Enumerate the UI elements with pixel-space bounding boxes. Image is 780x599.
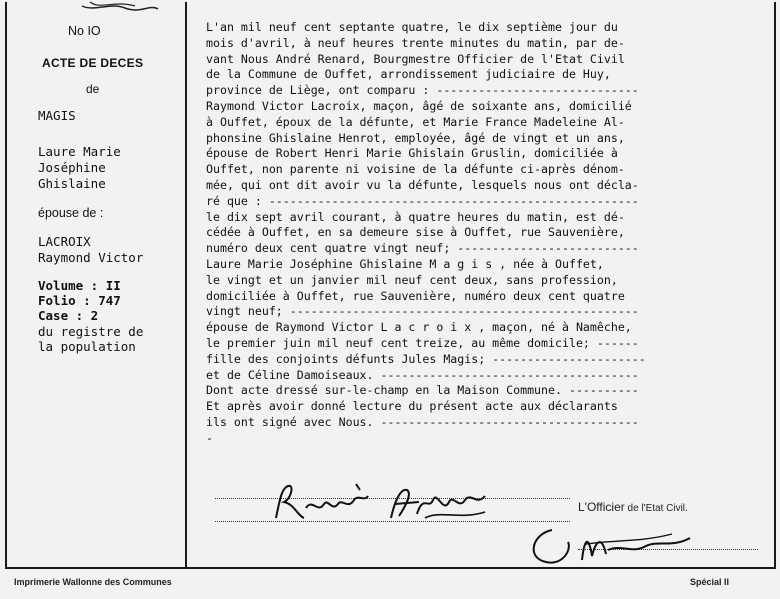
registre-line-2: la population [38,339,136,354]
deceased-given-2: Joséphine [38,160,106,175]
act-number: No IO [68,24,101,38]
act-title: ACTE DE DECES [42,56,144,70]
signature-officer [522,520,702,570]
officer-label-main: L'Officier [578,500,625,514]
form-code: Spécial II [690,577,730,587]
body-line: le premier juin mil neuf cent treize, au même domicile; ------ [206,335,639,350]
body-line: vingt neuf; -------------------------------------------------- [206,304,639,319]
body-line: ils ont signé avec Nous. ------------------------------------- [206,414,639,429]
body-line: cédée à Ouffet, en sa demeure sise à Ouffet, rue Sauvenière, [206,225,625,240]
body-line: de la Commune de Ouffet, arrondissement judiciaire de Huy, [206,67,611,82]
folio: Folio : 747 [38,293,121,308]
body-line: vant Nous André Renard, Bourgmestre Officier de l'Etat Civil [206,51,625,66]
body-line: Laure Marie Joséphine Ghislaine M a g i s , née à Ouffet, [206,256,604,271]
body-line: - [206,430,213,445]
body-line: province de Liège, ont comparu : ----------------------------- [206,83,639,98]
body-line: le vingt et un janvier mil neuf cent deux, sans profession, [206,272,618,287]
body-line: et de Céline Damoiseaux. ------------------------------------- [206,367,639,382]
top-signature-fragment [80,0,160,14]
body-line: fille des conjoints défunts Jules Magis; ---------------------- [206,351,646,366]
body-line: phonsine Ghislaine Henrot, employée, âgé de vingt et un ans, [206,130,625,145]
body-line: ré que : ----------------------------------------------------- [206,193,639,208]
printer-footer: Imprimerie Wallonne des Communes [14,577,172,587]
signature-lacroix [268,478,378,528]
body-line: L'an mil neuf cent septante quatre, le dix septième jour du [206,20,618,34]
body-line: épouse de Robert Henri Marie Ghislain Gruslin, domiciliée à [206,146,618,161]
spouse-given: Raymond Victor [38,250,144,265]
body-line: numéro deux cent quatre vingt neuf; -------------------------- [206,241,639,256]
spouse-label: épouse de : [38,206,104,220]
body-line: Dont acte dressé sur-le-champ en la Maison Commune. ---------- [206,383,639,398]
body-line: Ouffet, non parente ni voisine de la défunte ci-après dénom- [206,162,625,177]
signature-henrot [385,480,495,525]
volume: Volume : II [38,278,121,293]
officer-label-rest: de l'Etat Civil. [627,503,688,514]
deceased-surname: MAGIS [38,108,76,123]
registre-line-1: du registre de [38,324,144,339]
body-line: Et après avoir donné lecture du présent acte aux déclarants [206,399,618,414]
body-line: mée, qui ont dit avoir vu la défunte, lesquels nous ont décla- [206,177,639,192]
body-line: Raymond Victor Lacroix, maçon, âgé de soixante ans, domicilié [206,98,632,113]
spouse-surname: LACROIX [38,234,91,249]
officer-label [578,500,688,514]
deceased-given-1: Laure Marie [38,144,121,159]
column-divider [185,2,187,567]
act-de: de [86,82,100,96]
body-line: épouse de Raymond Victor L a c r o i x , maçon, né à Namêche, [206,320,632,335]
body-line: mois d'avril, à neuf heures trente minutes du matin, par de- [206,35,625,50]
body-line: domiciliée à Ouffet, rue Sauvenière, numéro deux cent quatre [206,288,625,303]
case: Case : 2 [38,308,99,323]
body-line: à Ouffet, époux de la défunte, et Marie France Madeleine Al- [206,114,625,129]
act-body [206,20,772,447]
deceased-given-3: Ghislaine [38,176,106,191]
body-line: le dix sept avril courant, à quatre heures du matin, est dé- [206,209,625,224]
